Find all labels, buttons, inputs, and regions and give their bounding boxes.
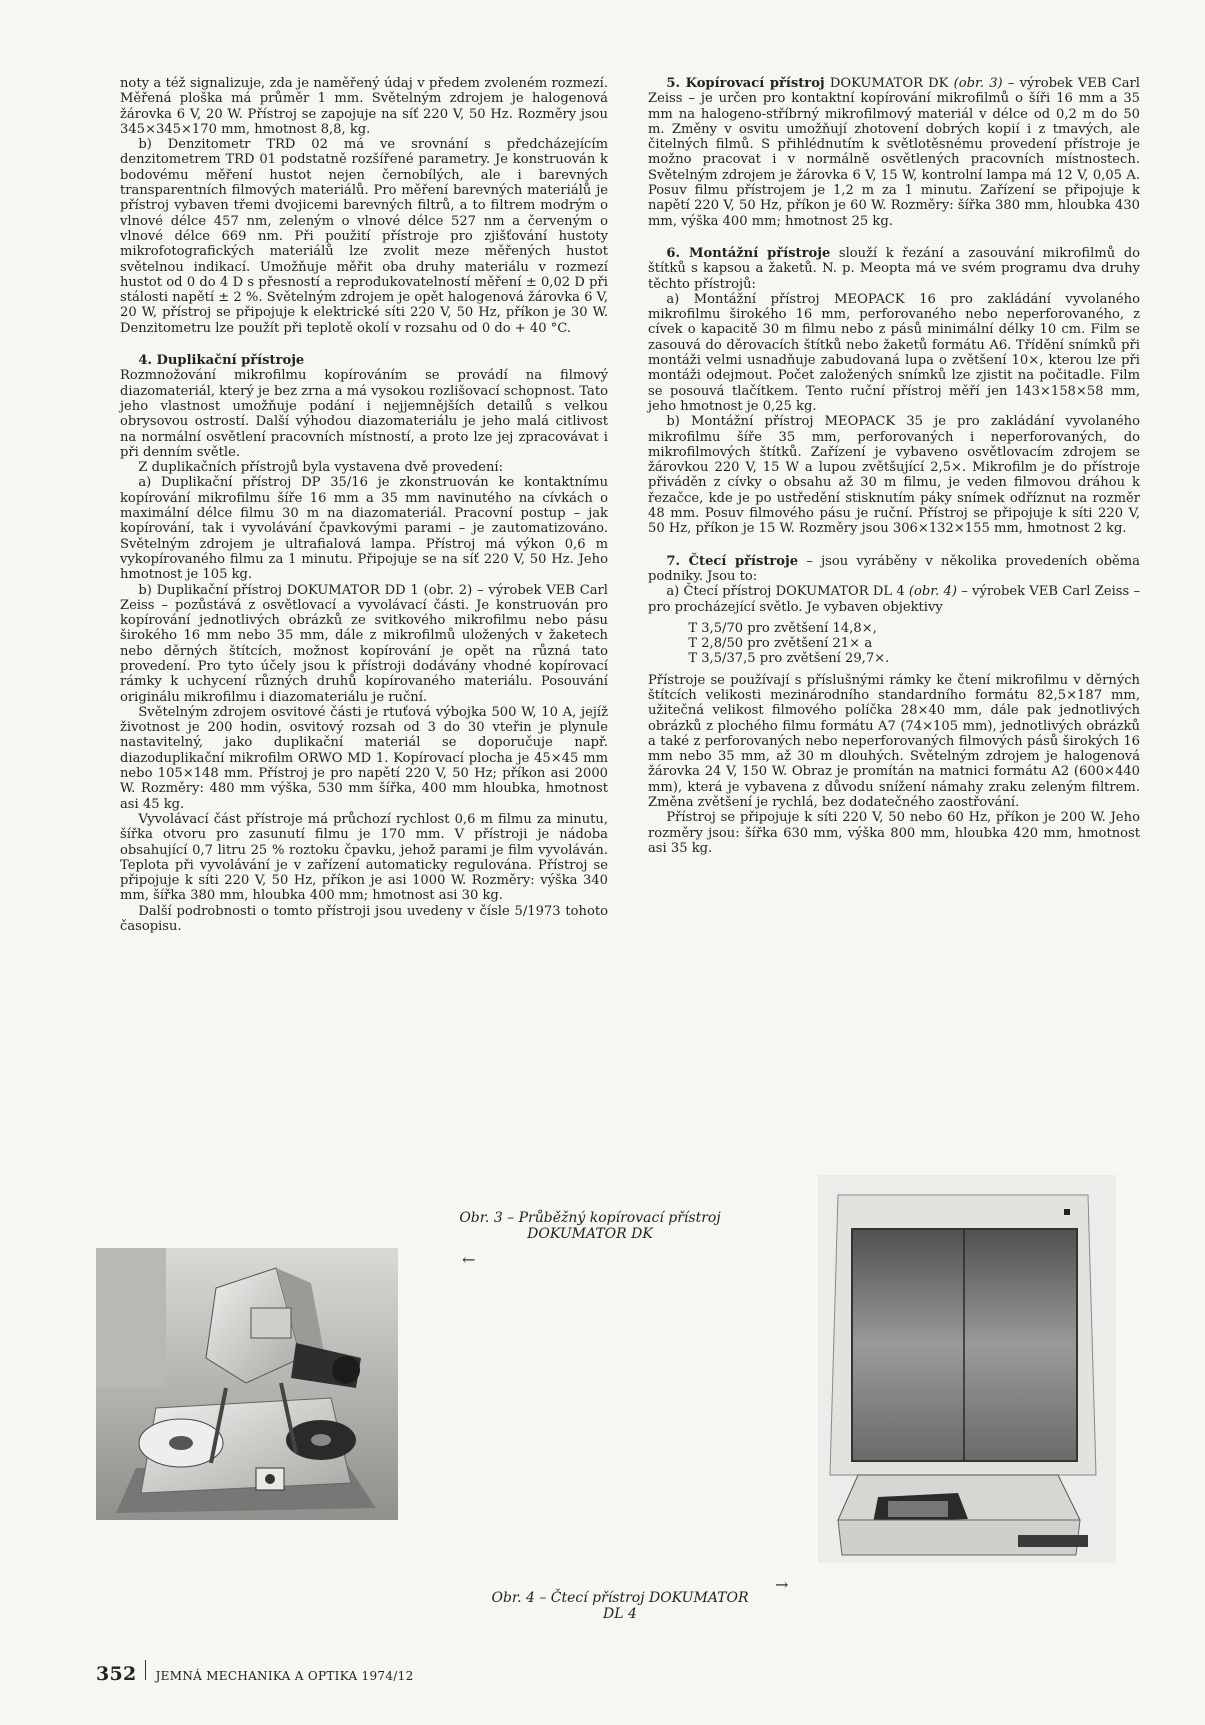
paragraph-section-7: 7. Čtecí přístroje – jsou vyráběny v několika provedeních oběma podniky. Jsou to: [648,553,1140,584]
footer-divider [145,1660,146,1680]
paragraph: a) Duplikační přístroj DP 35/16 je zkonstruován ke kontaktnímu kopírování mikrofilmu šíře 16 mm a 35 mm navinutého na cívkách o maximální délce filmu 30 m na diazomateriál. Pracovní postup – jak kopírování, tak i vyvolávání čpavkovými parami – je zautomatizováno. Světelným zdrojem je ultrafialová lampa. Přístroj má výkon 0,6 m vykopírovaného filmu za 1 minutu. Připojuje se na síť 220 V, 50 Hz. Jeho hmotnost je 105 kg. [120,475,608,583]
arrow-right-icon: → [775,1575,789,1594]
paragraph: b) Denzitometr TRD 02 má ve srovnání s předcházejícím denzitometrem TRD 01 podstatně rozšířené parametry. Je konstruován k bodovému měření hustot nejen černobílých, ale i barevných transparentních filmových materiálů. Pro měření barevných materiálů je přístroj vybaven třemi dvojicemi barevných filtrů, a to filtrem modrým o vlnové délce 457 nm, zeleným o vlnové délce 527 nm a červeným o vlnové délce 669 nm. Při použití přístroje pro zjišťování hustoty mikrofotografických materiálů lze zvolit meze měřených hustot světelnou indikací. Umožňuje měřit oba druhy materiálu v rozmezí hustot od 0 do 4 D s přesností a reprodukovatelností měření ± 0,02 D při stálosti napětí ± 2 %. Světelným zdrojem je opět halogenová žárovka 6 V, 20 W, přístroj se připojuje k elektrické síti 220 V, 50 Hz, příkon je 30 W. Denzitometru lze použít při teplotě okolí v rozsahu od 0 do + 40 °C. [120,137,608,336]
journal-title: JEMNÁ MECHANIKA A OPTIKA 1974/12 [155,1669,414,1683]
page-number: 352 [96,1663,137,1685]
paragraph: Z duplikačních přístrojů byla vystavena dvě provedení: [138,460,503,476]
paragraph: Světelným zdrojem osvitové části je rtuťová výbojka 500 W, 10 A, jejíž životnost je 200 hodin, osvitový rozsah od 3 do 30 vteřin je plynule nastavitelný, jako duplikační materiál se doporučuje např. diazoduplikační mikrofilm ORWO MD 1. Kopírovací plocha je 45×45 mm nebo 105×148 mm. Přístroj je pro napětí 220 V, 50 Hz; příkon asi 2000 W. Rozměry: 480 mm výška, 530 mm šířka, 400 mm hloubka, hmotnost asi 45 kg. [120,704,608,812]
paragraph: Další podrobnosti o tomto přístroji jsou uvedeny v čísle 5/1973 tohoto časopisu. [120,903,608,935]
arrow-left-icon: ← [462,1250,476,1269]
paragraph: a) Čtecí přístroj DOKUMATOR DL 4 (obr. 4) – výrobek VEB Carl Zeiss – pro procházející světlo. Je vybaven objektivy [648,584,1140,615]
paragraph: Přístroj se připojuje k síti 220 V, 50 nebo 60 Hz, příkon je 200 W. Jeho rozměry jsou: šířka 630 mm, výška 800 mm, hloubka 420 mm, hmotnost asi 35 kg. [648,810,1140,856]
paragraph: b) Montážní přístroj MEOPACK 35 je pro zakládání vyvolaného mikrofilmu šíře 35 mm, perforovaných i neperforovaných, do mikrofilmových štítků. Zařízení je vybaveno osvětlovacím zdrojem se žárovkou 220 V, 15 W a lupou zvětšující 2,5×. Mikrofilm je do přístroje přiváděn z cívky o obsahu až 30 m filmu, je veden filmovou dráhou k řezačce, kde je po ustředění stisknutím páky snímek odříznut na rozměr 48 mm. Posuv filmového pásu je ruční. Přístroj se připojuje k síti 220 V, 50 Hz, příkon je 15 W. Rozměry jsou 306×132×155 mm, hmotnost 2 kg. [648,414,1140,537]
left-text-column [120,76,608,934]
objective-line: T 3,5/70 pro zvětšení 14,8×, [688,620,877,636]
objective-line: T 2,8/50 pro zvětšení 21× a [688,636,873,652]
objective-line: T 3,5/37,5 pro zvětšení 29,7×. [688,651,890,667]
caption-obr-4: Obr. 4 – Čtecí přístroj DOKUMATOR DL 4 [491,1590,749,1622]
paragraph: Vyvolávací část přístroje má průchozí rychlost 0,6 m filmu za minutu, šířka otvoru pro zasunutí filmu je 170 mm. V přístroji je nádoba obsahující 0,7 litru 25 % roztoku čpavku, jehož parami je film vyvoláván. Teplota při vyvolávání je v zařízení automaticky regulována. Přístroj se připojuje k síti 220 V, 50 Hz, příkon je asi 1000 W. Rozměry: výška 340 mm, šířka 380 mm, hloubka 400 mm; hmotnost asi 30 kg. [120,811,608,904]
paragraph-section-5: 5. Kopírovací přístroj DOKUMATOR DK (obr. 3) – výrobek VEB Carl Zeiss – je určen pro kontaktní kopírování mikrofilmů o šíři 16 mm a 35 mm na halogeno-stříbrný mikrofilmový materiál v délce od 0,2 m do 50 m. Změny v osvitu umožňují zhotovení dobrých kopií i z tmavých, ale čitelných filmů. S přihlédnutím k světlotěsnému provedení přístroje je možno pracovat i v normálně osvětlených pracovních místnostech. Světelným zdrojem je žárovka 6 V, 15 W, kontrolní lampa má 12 V, 0,05 A. Posuv filmu přístrojem je 1,2 m za 1 minutu. Zařízení se připojuje k napětí 220 V, 50 Hz, příkon je 60 W. Rozměry: šířka 380 mm, hloubka 430 mm, výška 400 mm; hmotnost 25 kg. [648,76,1140,229]
paragraph-section-6: 6. Montážní přístroje slouží k řezání a zasouvání mikrofilmů do štítků s kapsou a žaketů. N. p. Meopta má ve svém programu dva druhy těchto přístrojů: [648,245,1140,292]
photo-dokumator-dl4 [818,1175,1116,1563]
paragraph: Přístroje se používají s příslušnými rámky ke čtení mikrofilmu v děrných štítcích velikosti mezinárodního standardního formátu 82,5×187 mm, užitečná velikost filmového políčka 28×40 mm, dále pak jednotlivých obrázků z plochého filmu formátu A7 (74×105 mm), jednotlivých obrázků a také z perforovaných nebo neperforovaných filmových pásů širokých 16 mm nebo 35 mm, až 30 m dlouhých. Světelným zdrojem je halogenová žárovka 24 V, 150 W. Obraz je promítán na matnici formátu A2 (600×440 mm), která je vybavena z důvodu snížení námahy zraku zeleným filtrem. Změna zvětšení je rychlá, bez dodatečného zaostřování. [648,672,1140,811]
photo-dokumator-dk [96,1248,398,1520]
paragraph: b) Duplikační přístroj DOKUMATOR DD 1 (obr. 2) – výrobek VEB Carl Zeiss – pozůstává z osvětlovací a vyvolávací části. Je konstruován pro kopírování jednotlivých obrázků ze svitkového mikrofilmu nebo pásu širokého 16 mm nebo 35 mm, dále z mikrofilmů uložených v žaketech nebo děrných štítcích, možnost kopírování je opět na různá tato provedení. Pro tyto účely jsou k přístroji dodávány vhodné kopírovací rámky k uchycení různých druhů kopírovaného materiálu. Posouvání originálu mikrofilmu i diazomateriálu je ruční. [120,582,608,705]
paragraph: a) Montážní přístroj MEOPACK 16 pro zakládání vyvolaného mikrofilmu širokého 16 mm, perforovaného nebo neperforovaného, z cívek o kapacitě 30 m filmu nebo z pásů minimální délky 10 cm. Film se zasouvá do děrovacích štítků nebo žaketů formátu A6. Třídění snímků při montáži velmi usnadňuje zabudovaná lupa o zvětšení 10×, kterou lze při montáži odejmout. Počet založených snímků lze zjistit na počitadle. Film se posouvá tlačítkem. Tento ruční přístroj měří jen 143×158×58 mm, jeho hmotnost je 0,25 kg. [648,291,1140,414]
caption-obr-3: Obr. 3 – Průběžný kopírovací přístroj DOKUMATOR DK [459,1210,721,1242]
paragraph: Rozmnožování mikrofilmu kopírováním se provádí na filmový diazomateriál, který je bez zrna a má vysokou rozlišovací schopnost. Tato jeho vlastnost umožňuje podání i nejjemnějších detailů s velkou obrysovou ostrostí. Další výhodou diazomateriálu je jeho malá citlivost na normální osvětlení pracovních místností, a proto lze jej zpracovávat i při denním světle. [120,368,608,460]
paragraph: noty a též signalizuje, zda je naměřený údaj v předem zvoleném rozmezí. Měřená ploška má průměr 1 mm. Světelným zdrojem je halogenová žárovka 6 V, 20 W. Přístroj se zapojuje na síť 220 V, 50 Hz. Rozměry jsou 345×345×170 mm, hmotnost 8,8, kg. [120,76,608,137]
page-footer [96,1660,414,1685]
section-heading: 4. Duplikační přístroje [138,353,305,369]
right-text-column [648,76,1140,856]
